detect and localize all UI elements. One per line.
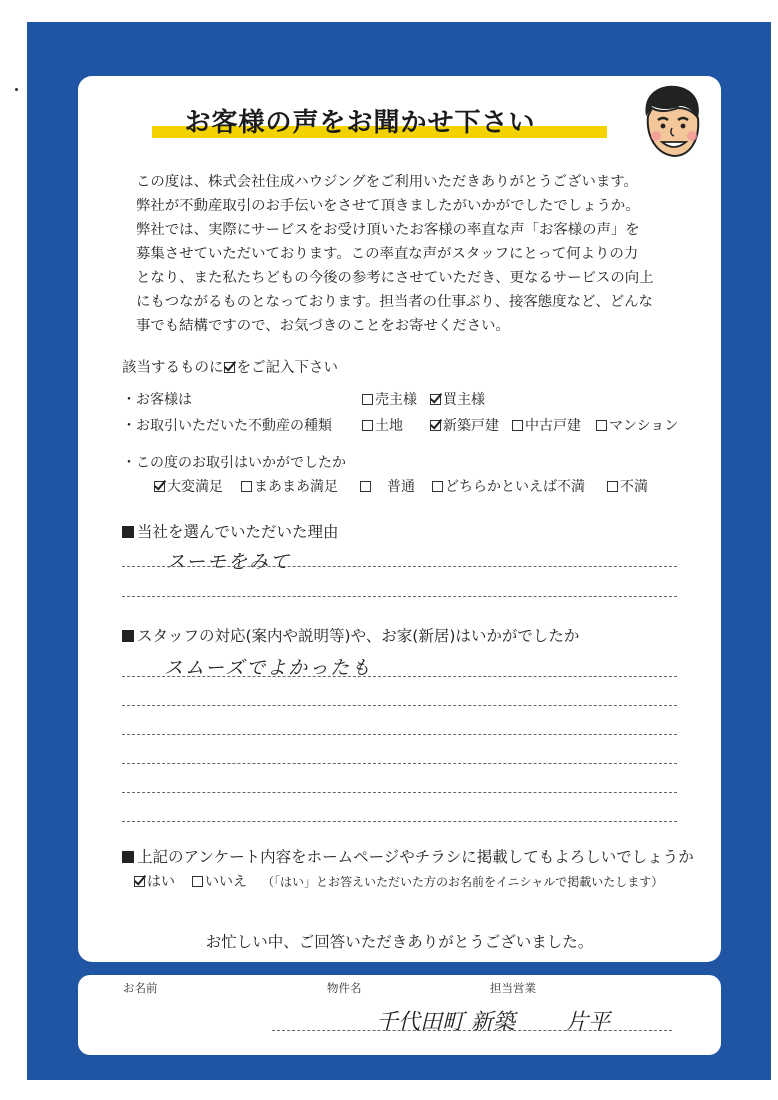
intro-line: この度は、株式会社住成ハウジングをご利用いただきありがとうございます。 bbox=[136, 174, 638, 190]
instruction-before: 該当するものに bbox=[122, 360, 224, 376]
checkbox-dissatisfied[interactable] bbox=[607, 481, 618, 492]
option-seller[interactable]: 売主様 bbox=[362, 389, 417, 409]
answer-line bbox=[122, 734, 677, 735]
intro-line: 弊社が不動産取引のお手伝いをさせて頂きましたがいかがでしたでしょうか。 bbox=[136, 198, 640, 214]
publish-note: （「はい」とお答えいただいた方のお名前をイニシャルで掲載いたします） bbox=[262, 875, 664, 889]
scan-dot bbox=[15, 88, 18, 91]
option-somewhat-dissatisfied[interactable]: どちらかといえば不満 bbox=[432, 476, 585, 496]
option-used-house[interactable]: 中古戸建 bbox=[512, 415, 581, 435]
answer-line bbox=[122, 821, 677, 822]
property-value[interactable]: 千代田町 新築 bbox=[376, 1010, 515, 1035]
q3-heading: 上記のアンケート内容をホームページやチラシに掲載してもよろしいでしょうか bbox=[122, 845, 694, 867]
answer-line bbox=[122, 763, 677, 764]
answer-line bbox=[122, 566, 677, 567]
property-type-label: ・お取引いただいた不動産の種類 bbox=[122, 418, 332, 434]
checkbox-land[interactable] bbox=[362, 420, 373, 431]
option-land[interactable]: 土地 bbox=[362, 415, 403, 435]
intro-line: となり、また私たちどもの今後の参考にさせていただき、更なるサービスの向上 bbox=[136, 270, 654, 286]
checkbox-used-house[interactable] bbox=[512, 420, 523, 431]
staff-value[interactable]: 片平 bbox=[566, 1010, 611, 1035]
intro-text bbox=[136, 170, 696, 338]
option-new-house[interactable]: 新築戸建 bbox=[430, 415, 499, 435]
q2-heading: スタッフの対応(案内や説明等)や、お家(新居)はいかがでしたか bbox=[122, 624, 579, 646]
q1-answer[interactable]: スーモをみて bbox=[166, 551, 292, 573]
checkbox-somewhat-dissatisfied[interactable] bbox=[432, 481, 443, 492]
answer-line bbox=[122, 676, 677, 677]
checkbox-seller[interactable] bbox=[362, 394, 373, 405]
checkbox-new-house[interactable] bbox=[430, 420, 441, 431]
q1-heading: 当社を選んでいただいた理由 bbox=[122, 520, 339, 542]
check-instruction bbox=[122, 356, 338, 377]
q2-answer[interactable]: スムーズでよかったも bbox=[164, 657, 373, 679]
intro-line: 弊社では、実際にサービスをお受け頂いたお客様の率直な声「お客様の声」を bbox=[136, 222, 640, 238]
square-bullet-icon bbox=[122, 526, 134, 538]
intro-line: にもつながるものとなっております。担当者の仕事ぶり、接客態度など、どんな bbox=[136, 294, 653, 310]
square-bullet-icon bbox=[122, 851, 134, 863]
intro-line: 事でも結構ですので、お気づきのことをお寄せください。 bbox=[136, 318, 510, 334]
option-buyer[interactable]: 買主様 bbox=[430, 389, 485, 409]
option-very-satisfied[interactable]: 大変満足 bbox=[154, 476, 223, 496]
checkbox-fairly-satisfied[interactable] bbox=[241, 481, 252, 492]
option-no[interactable]: いいえ bbox=[192, 871, 247, 891]
checkbox-no[interactable] bbox=[192, 876, 203, 887]
page-title: お客様の声をお聞かせ下さい bbox=[184, 108, 536, 138]
checkbox-average[interactable] bbox=[360, 481, 371, 492]
sample-checkbox-icon bbox=[224, 362, 235, 373]
checkbox-buyer[interactable] bbox=[430, 394, 441, 405]
name-label: お名前 bbox=[123, 981, 158, 995]
option-dissatisfied[interactable]: 不満 bbox=[607, 476, 648, 496]
thanks-message: お忙しい中、ご回答いただきありがとうございました。 bbox=[205, 933, 594, 951]
satisfaction-label: ・この度のお取引はいかがでしたか bbox=[122, 455, 346, 471]
checkbox-mansion[interactable] bbox=[596, 420, 607, 431]
customer-type-label: ・お客様は bbox=[122, 392, 192, 408]
option-mansion[interactable]: マンション bbox=[596, 415, 678, 435]
option-average[interactable]: 普通 bbox=[360, 476, 415, 496]
mascot-face-icon bbox=[632, 82, 712, 160]
staff-label: 担当営業 bbox=[490, 981, 536, 995]
answer-line bbox=[122, 792, 677, 793]
intro-line: 募集させていただいております。この率直な声がスタッフにとって何よりの力 bbox=[136, 246, 639, 262]
square-bullet-icon bbox=[122, 630, 134, 642]
option-fairly-satisfied[interactable]: まあまあ満足 bbox=[241, 476, 338, 496]
title-area bbox=[90, 98, 630, 146]
answer-line bbox=[122, 705, 677, 706]
checkbox-very-satisfied[interactable] bbox=[154, 481, 165, 492]
footer-signature-line bbox=[272, 1030, 672, 1031]
checkbox-yes[interactable] bbox=[134, 876, 145, 887]
property-label: 物件名 bbox=[327, 981, 362, 995]
option-yes[interactable]: はい bbox=[134, 871, 175, 891]
instruction-after: をご記入下さい bbox=[236, 360, 338, 376]
answer-line bbox=[122, 596, 677, 597]
